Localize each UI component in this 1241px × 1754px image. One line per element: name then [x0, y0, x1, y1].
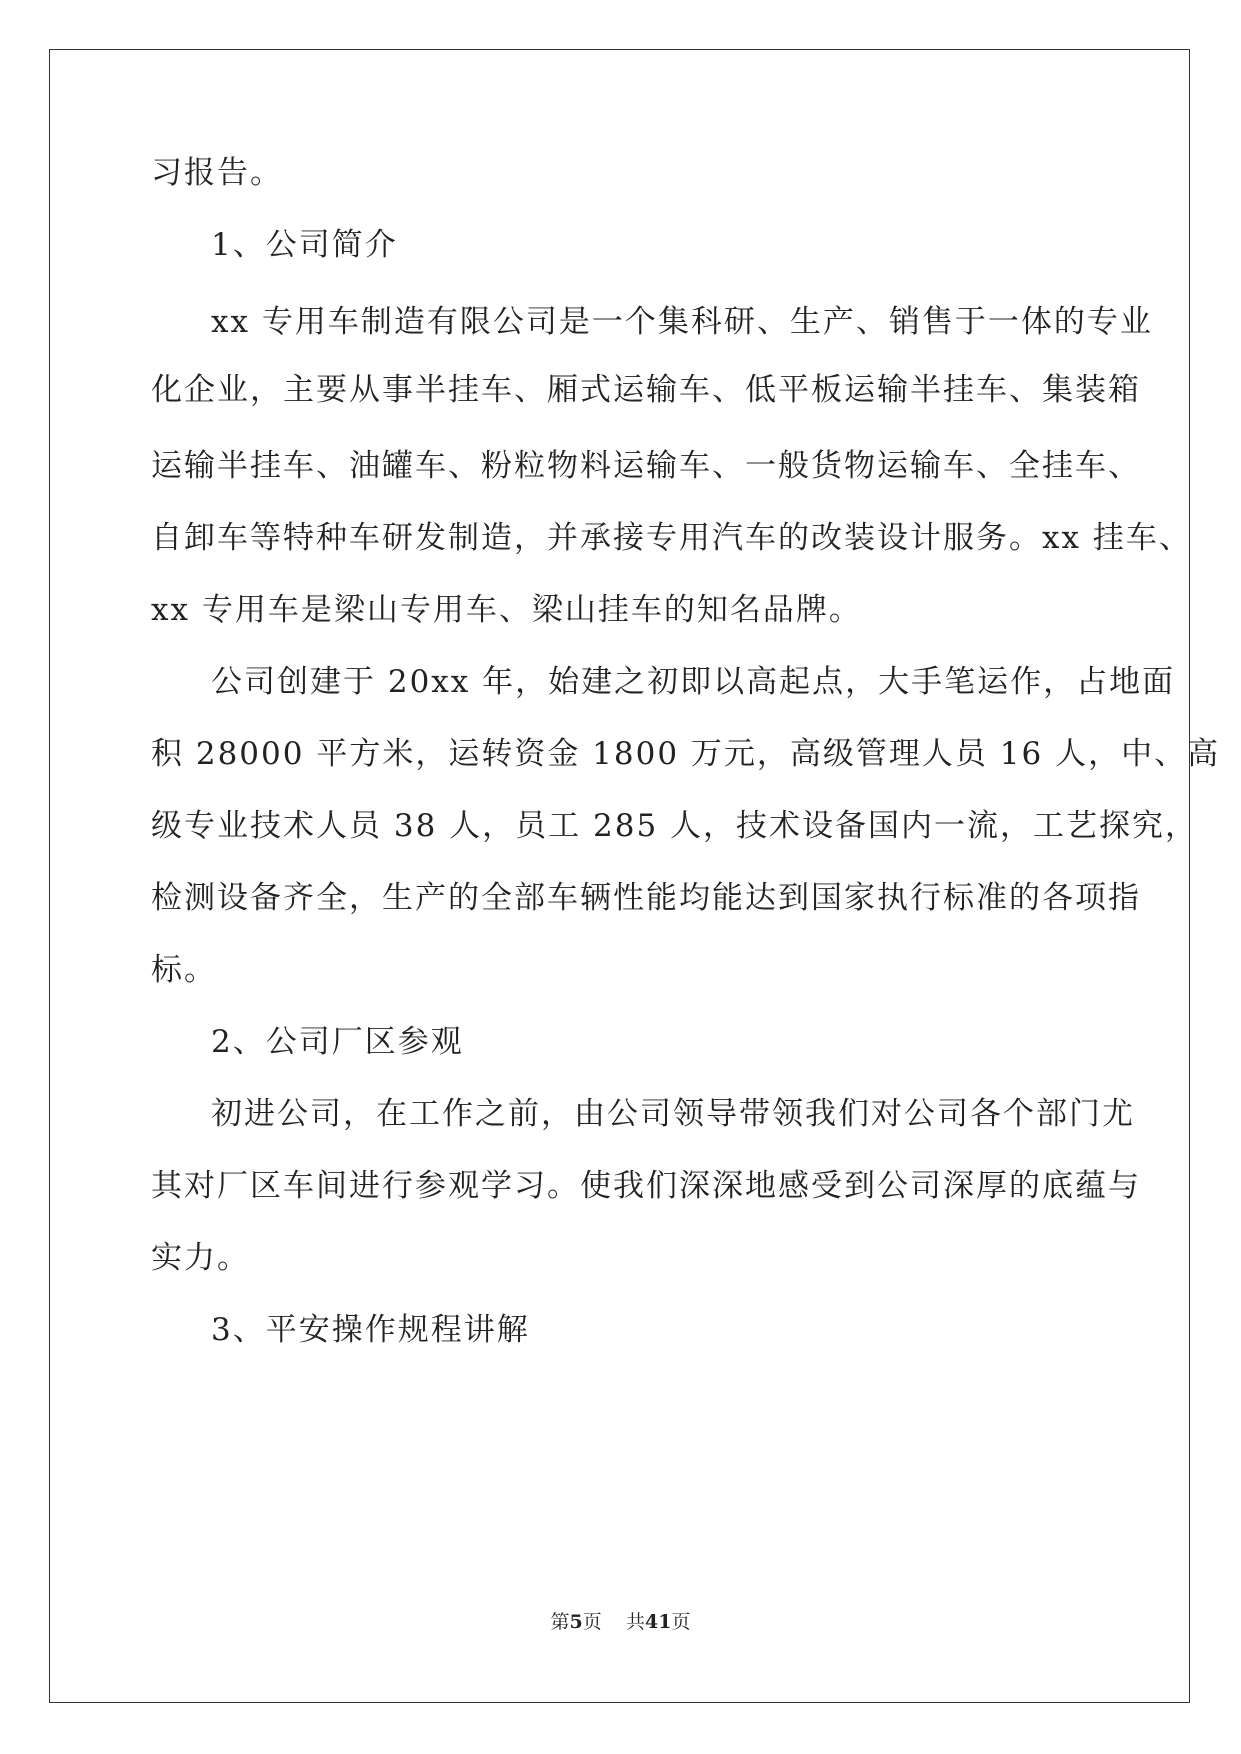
text-line: 习报告。: [151, 155, 283, 191]
text-line: 公司创建于 20xx 年，始建之初即以高起点，大手笔运作，占地面: [211, 664, 1176, 700]
text-line: 标。: [151, 952, 217, 988]
section-heading: 3、平安操作规程讲解: [211, 1312, 530, 1348]
section-heading: 1、公司简介: [211, 227, 398, 263]
text-line: 其对厂区车间进行参观学习。使我们深深地感受到公司深厚的底蕴与: [151, 1168, 1141, 1204]
page-suffix: 页: [582, 1611, 602, 1633]
text-line: 级专业技术人员 38 人，员工 285 人，技术设备国内一流，工艺探究，: [151, 808, 1199, 844]
text-line: 实力。: [151, 1240, 250, 1276]
page-border: [49, 49, 1221, 1703]
text-line: 检测设备齐全，生产的全部车辆性能均能达到国家执行标准的各项指: [151, 880, 1141, 916]
text-line: 化企业，主要从事半挂车、厢式运输车、低平板运输半挂车、集装箱: [151, 372, 1141, 408]
page-footer: [0, 1607, 1241, 1634]
total-suffix: 页: [671, 1611, 691, 1633]
text-line: xx 专用车制造有限公司是一个集科研、生产、销售于一体的专业: [211, 304, 1153, 340]
section-heading: 2、公司厂区参观: [211, 1024, 464, 1060]
text-line: 初进公司，在工作之前，由公司领导带领我们对公司各个部门尤: [211, 1096, 1135, 1132]
text-line: 自卸车等特种车研发制造，并承接专用汽车的改装设计服务。xx 挂车、: [151, 520, 1192, 556]
page-number: 5: [569, 1611, 583, 1633]
text-line: 积 28000 平方米，运转资金 1800 万元，高级管理人员 16 人，中、高: [151, 736, 1221, 772]
page-prefix: 第: [550, 1611, 570, 1633]
total-prefix: 共: [625, 1611, 645, 1633]
total-pages: 41: [644, 1611, 672, 1633]
text-line: 运输半挂车、油罐车、粉粒物料运输车、一般货物运输车、全挂车、: [151, 448, 1141, 484]
text-line: xx 专用车是梁山专用车、梁山挂车的知名品牌。: [151, 592, 862, 628]
